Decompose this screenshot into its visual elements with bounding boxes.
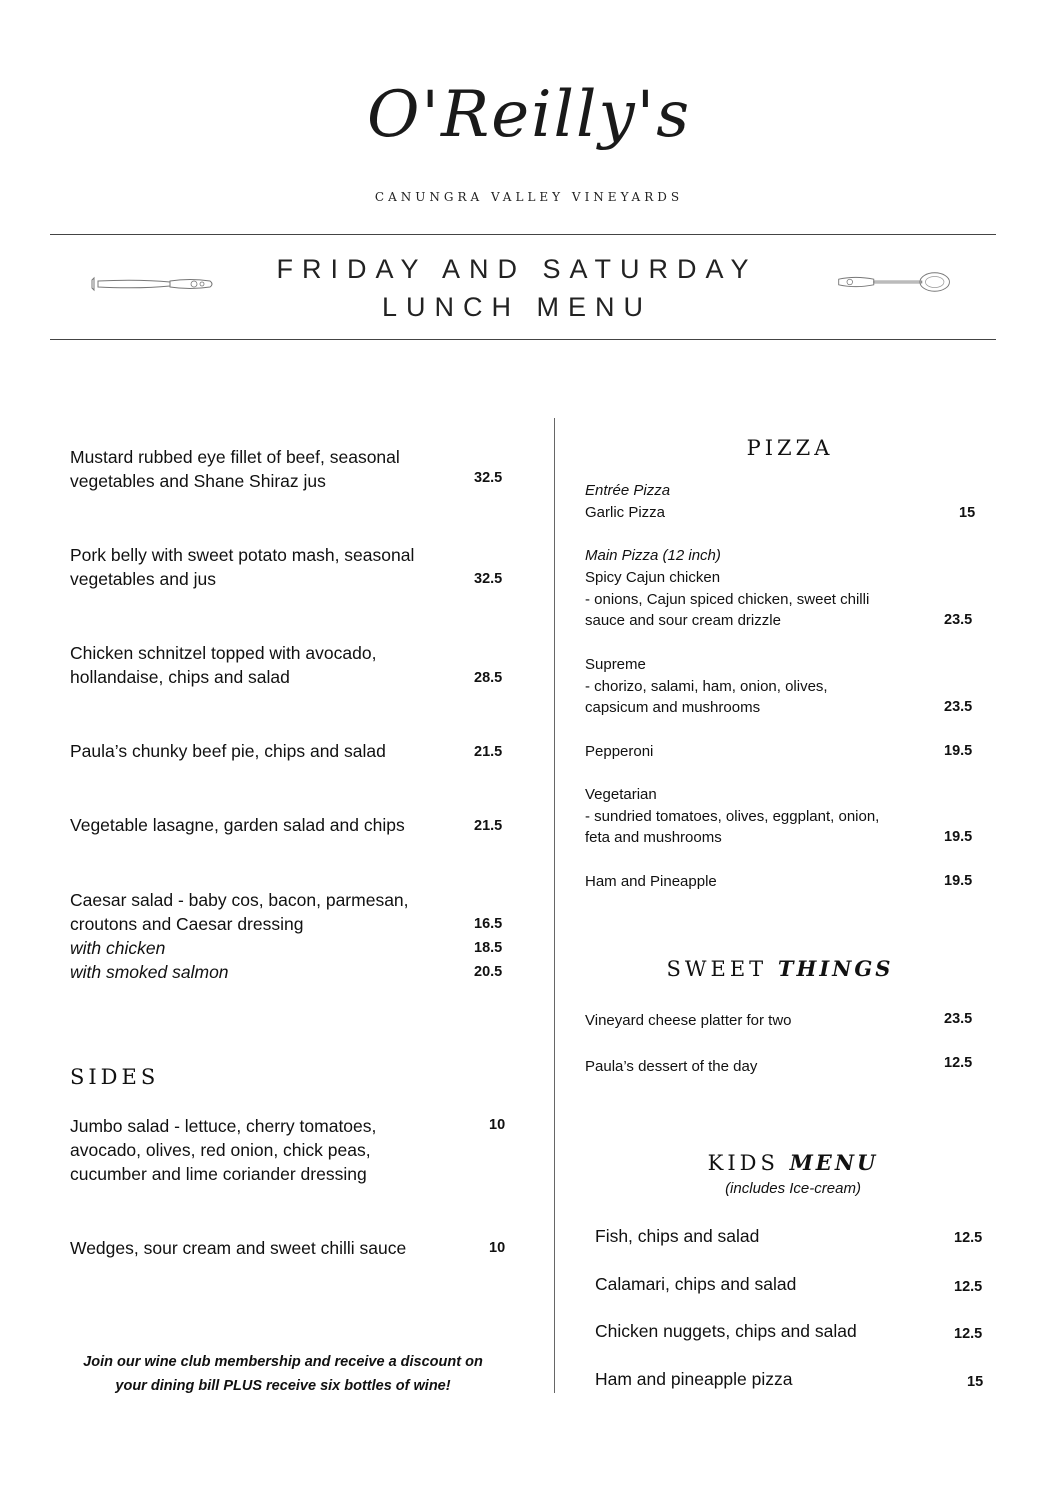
heading-bold-part: MENU [789, 1150, 879, 1175]
main-item-text: Vegetable lasagne, garden salad and chips [70, 815, 405, 835]
main-item-text: croutons and Caesar dressing [70, 914, 304, 934]
heading-bold-part: THINGS [777, 956, 894, 981]
main-item-price: 32.5 [474, 571, 503, 587]
pizza-item-text: Vegetarian [585, 786, 657, 803]
promo-line: your dining bill PLUS receive six bottles of wine! [115, 1378, 451, 1394]
main-item-text: Pork belly with sweet potato mash, seasonal [70, 545, 415, 565]
kids-item-calamari: Calamari, chips and salad [595, 1274, 797, 1294]
kids-item-fish: Fish, chips and salad [595, 1226, 760, 1246]
pizza-item-text: - onions, Cajun spiced chicken, sweet chilli [585, 590, 870, 608]
main-item-text: Mustard rubbed eye fillet of beef, seasonal [70, 447, 400, 467]
main-item-pie [70, 739, 386, 763]
menu-title-line1: FRIDAY AND SATURDAY [276, 254, 758, 284]
main-item-price: 16.5 [474, 916, 503, 932]
side-item-wedges [70, 1236, 406, 1260]
pizza-item-price: 19.5 [944, 743, 973, 759]
side-item-text: Jumbo salad - lettuce, cherry tomatoes, [70, 1116, 377, 1136]
sweet-item-cheese-platter: Vineyard cheese platter for two [585, 1012, 792, 1029]
kids-item-price: 12.5 [954, 1230, 983, 1246]
heading-plain-part: SWEET [666, 957, 768, 981]
main-item-beef [70, 445, 400, 493]
pizza-item-supreme [585, 654, 828, 719]
main-item-lasagne [70, 813, 405, 837]
kids-item-pizza: Ham and pineapple pizza [595, 1369, 793, 1389]
pizza-item-text: capsicum and mushrooms [585, 699, 761, 716]
wine-club-promo [60, 1350, 506, 1398]
kids-menu-heading [555, 1150, 1031, 1175]
column-divider [554, 418, 555, 1393]
side-item-text: Wedges, sour cream and sweet chilli sauce [70, 1238, 407, 1258]
entree-pizza-label: Entrée Pizza [585, 482, 671, 499]
pizza-item-price: 23.5 [944, 612, 973, 628]
side-item-text: cucumber and lime coriander dressing [70, 1164, 367, 1184]
main-item-text: vegetables and jus [70, 569, 216, 589]
sweet-item-dessert: Paula’s dessert of the day [585, 1058, 758, 1075]
pizza-item-price: 15 [959, 505, 976, 521]
main-item-option: with smoked salmon [70, 962, 229, 982]
sides-heading: SIDES [70, 1065, 160, 1089]
pizza-item-cajun [585, 567, 869, 632]
main-item-price: 32.5 [474, 470, 503, 486]
main-item-text: Caesar salad - baby cos, bacon, parmesan, [70, 890, 409, 910]
pizza-item-text: - chorizo, salami, ham, onion, olives, [585, 677, 828, 695]
main-item-text: Chicken schnitzel topped with avocado, [70, 643, 377, 663]
main-item-pork [70, 543, 414, 591]
main-pizza-label: Main Pizza (12 inch) [585, 547, 721, 564]
main-item-text: vegetables and Shane Shiraz jus [70, 471, 326, 491]
pizza-item-text: sauce and sour cream drizzle [585, 612, 781, 629]
header-top-rule [50, 234, 996, 235]
brand-subtitle: CANUNGRA VALLEY VINEYARDS [374, 190, 684, 204]
pizza-heading: PIZZA [746, 436, 834, 460]
main-item-caesar [70, 888, 409, 984]
sweet-item-price: 23.5 [944, 1011, 973, 1027]
sweet-things-heading [555, 956, 1005, 981]
side-item-price: 10 [489, 1240, 506, 1256]
main-item-option-price: 18.5 [474, 940, 503, 956]
pizza-item-garlic: Garlic Pizza [585, 504, 666, 521]
main-item-price: 21.5 [474, 744, 503, 760]
heading-plain-part: KIDS [707, 1151, 779, 1175]
pizza-item-price: 19.5 [944, 829, 973, 845]
kids-menu-note: (includes Ice-cream) [725, 1180, 861, 1197]
main-item-text: hollandaise, chips and salad [70, 667, 290, 687]
menu-title-line2: LUNCH MENU [381, 292, 652, 322]
main-item-option-price: 20.5 [474, 964, 503, 980]
brand-logo: O'Reilly's [366, 78, 692, 152]
pizza-item-text: Supreme [585, 656, 646, 673]
pizza-item-vegetarian [585, 784, 879, 849]
main-item-price: 21.5 [474, 818, 503, 834]
main-item-text: Paula’s chunky beef pie, chips and salad [70, 741, 386, 761]
header-bottom-rule [50, 339, 996, 340]
kids-item-price: 12.5 [954, 1279, 983, 1295]
sweet-item-price: 12.5 [944, 1055, 973, 1071]
kids-item-price: 15 [967, 1374, 984, 1390]
kids-item-price: 12.5 [954, 1326, 983, 1342]
pizza-item-pepperoni: Pepperoni [585, 743, 654, 760]
main-item-schnitzel [70, 641, 376, 689]
pizza-item-text: feta and mushrooms [585, 829, 722, 846]
spoon-icon [832, 270, 958, 294]
pizza-item-text: - sundried tomatoes, olives, eggplant, onion, [585, 807, 880, 825]
main-item-option: with chicken [70, 938, 166, 958]
side-item-text: avocado, olives, red onion, chick peas, [70, 1140, 371, 1160]
pizza-item-price: 23.5 [944, 699, 973, 715]
main-item-price: 28.5 [474, 670, 503, 686]
side-item-price: 10 [489, 1117, 506, 1133]
pizza-item-ham-pineapple: Ham and Pineapple [585, 873, 717, 890]
kids-item-nuggets: Chicken nuggets, chips and salad [595, 1321, 857, 1341]
pizza-item-price: 19.5 [944, 873, 973, 889]
pizza-item-text: Spicy Cajun chicken [585, 569, 721, 586]
promo-line: Join our wine club membership and receive a discount on [83, 1354, 483, 1370]
side-item-jumbo-salad [70, 1114, 376, 1186]
